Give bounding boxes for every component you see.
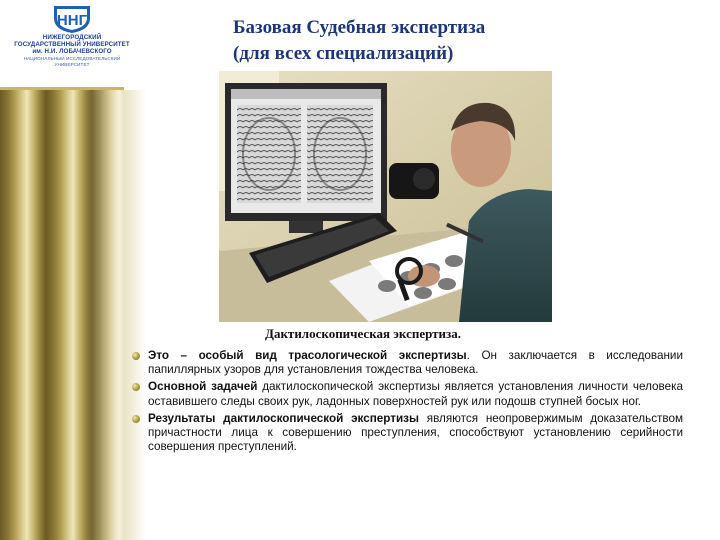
decorative-stripe-band — [0, 90, 124, 540]
section-subheading: Дактилоскопическая экспертиза. — [265, 326, 462, 341]
slide-title — [233, 15, 633, 67]
svg-text:ННГ: ННГ — [56, 12, 88, 29]
bullet-lead: Это – особый вид трасологической экспертизы — [148, 349, 467, 362]
university-logo — [8, 4, 136, 86]
bullet-lead: Основной задачей — [148, 380, 258, 394]
bullet-text: дактилоскопической экспертизы является установления личности человека оставившего следы своих рук, ладонных поверхностей рук или подошв ступней босых ног. — [148, 380, 683, 408]
logo-line-1: НИЖЕГОРОДСКИЙ — [42, 34, 102, 41]
title-line-1: Базовая Судебная экспертиза — [233, 17, 486, 38]
bullet-text: являются неопровержимым доказательством причастности лица к совершению преступления, способствуют установлению серийности совершения преступлений. — [148, 411, 684, 454]
bullet-icon — [132, 415, 140, 423]
logo-line-5: УНИВЕРСИТЕТ — [54, 61, 90, 67]
logo-line-3: им. Н.И. ЛОБАЧЕВСКОГО — [32, 48, 112, 56]
bullet-list — [131, 349, 683, 457]
list-item — [131, 412, 683, 455]
bullet-icon — [132, 352, 140, 360]
bullet-text: . Он заключается в исследовании папиллярных узоров для установления тождества человека. — [148, 349, 683, 377]
university-emblem-icon — [52, 4, 92, 34]
logo-line-4: НАЦИОНАЛЬНЫЙ ИССЛЕДОВАТЕЛЬСКИЙ — [23, 55, 121, 61]
bullet-icon — [132, 383, 140, 391]
fingerprint-expert-photo — [219, 71, 552, 322]
bullet-lead: Результаты дактилоскопической экспертизы — [148, 411, 419, 425]
title-line-2: (для всех специализаций) — [233, 43, 454, 64]
list-item — [131, 380, 683, 408]
logo-line-2: ГОСУДАРСТВЕННЫЙ УНИВЕРСИТЕТ — [14, 41, 130, 49]
decorative-fade — [124, 90, 146, 540]
list-item — [131, 349, 683, 377]
